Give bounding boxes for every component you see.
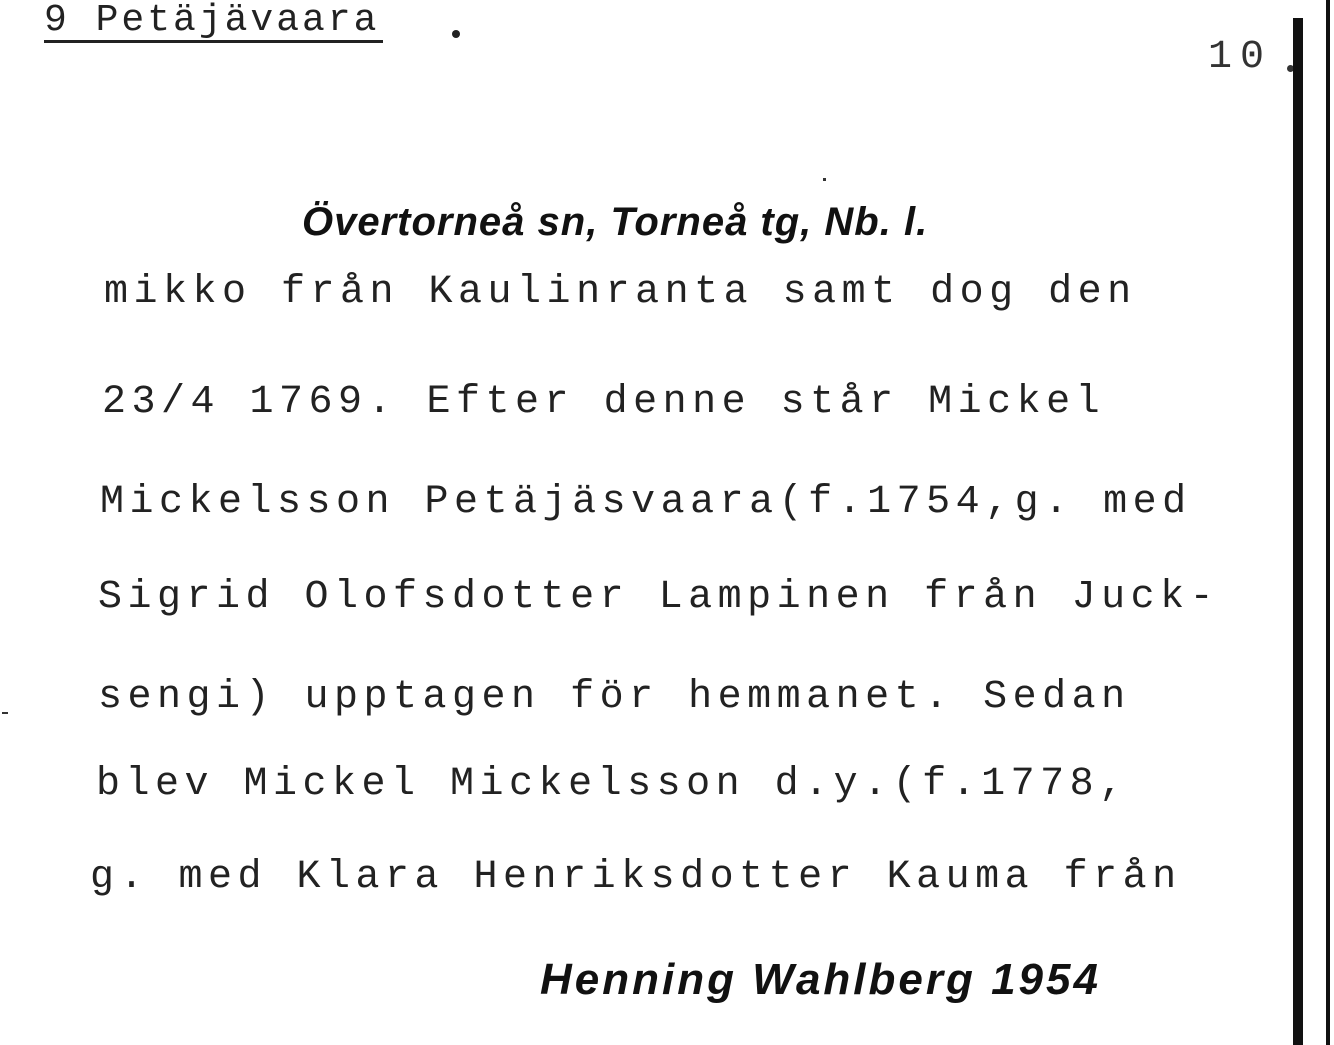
card-number: 10 xyxy=(1208,35,1273,80)
author-signature: Henning Wahlberg 1954 xyxy=(540,955,1101,1004)
body-line: Sigrid Olofsdotter Lampinen från Juck- xyxy=(98,575,1220,620)
body-line: 23/4 1769. Efter denne står Mickel xyxy=(102,380,1106,425)
parish-stamp-header: Övertorneå sn, Torneå tg, Nb. l. xyxy=(302,200,929,244)
ink-speck xyxy=(823,178,826,181)
ink-speck xyxy=(2,712,8,714)
card-edge-border xyxy=(1293,18,1303,1045)
body-line: sengi) upptagen för hemmanet. Sedan xyxy=(98,675,1131,720)
body-line: g. med Klara Henriksdotter Kauma från xyxy=(90,855,1182,900)
body-line: Mickelsson Petäjäsvaara(f.1754,g. med xyxy=(100,480,1192,525)
body-line: blev Mickel Mickelsson d.y.(f.1778, xyxy=(96,762,1129,807)
place-name-period xyxy=(452,30,460,38)
body-line: mikko från Kaulinranta samt dog den xyxy=(104,270,1137,315)
place-name-heading: 9 Petäjävaara xyxy=(44,2,383,43)
card-edge-border xyxy=(1326,0,1330,1045)
